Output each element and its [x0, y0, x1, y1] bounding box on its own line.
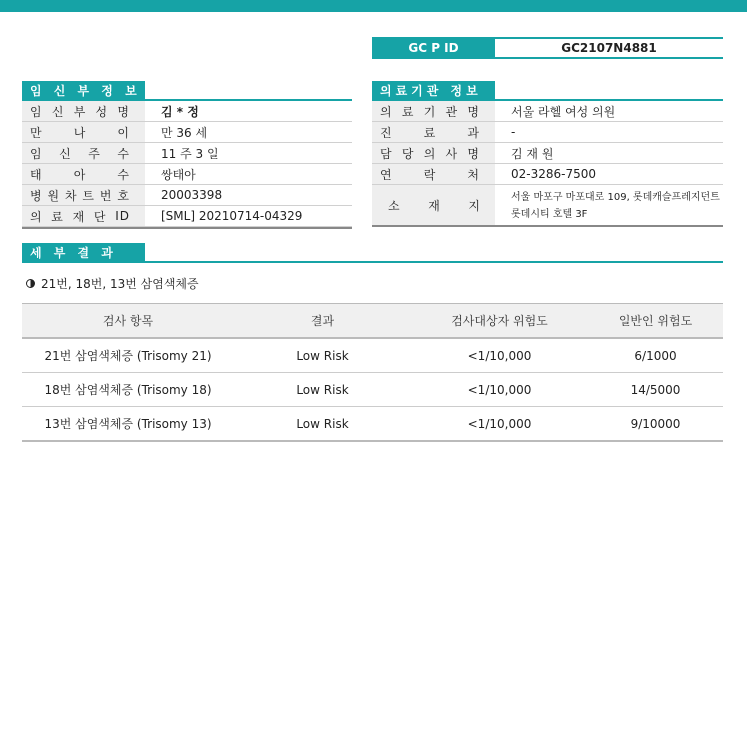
label-char: 처: [467, 167, 480, 182]
pregnant-info-table: [22, 101, 352, 227]
cell-subject-risk: <1/10,000: [411, 373, 588, 407]
label-char: 수: [117, 167, 130, 182]
info-row-label: [22, 122, 145, 142]
cell-subject-risk: <1/10,000: [411, 338, 588, 373]
header-test-item: 검사 항목: [22, 304, 234, 339]
info-row-value: 김 재 원: [511, 146, 554, 161]
institution-info-title: 의료기관 정보: [372, 81, 495, 101]
info-row-value: 20003398: [161, 188, 223, 202]
cell-test-item: 13번 삼염색체증 (Trisomy 13): [22, 407, 234, 442]
label-char: 사: [445, 146, 459, 161]
info-row-value: -: [511, 125, 516, 139]
label-char: 의: [380, 104, 393, 119]
location-label: [372, 185, 495, 225]
label-char: 료: [401, 104, 415, 119]
label-char: 단: [93, 209, 107, 224]
results-header-row: [22, 304, 723, 339]
label-char: 명: [467, 104, 480, 119]
label-char: 이: [117, 125, 130, 140]
half-circle-icon: [26, 279, 35, 288]
gcp-id-value: GC2107N4881: [561, 41, 657, 55]
details-title: 세 부 결 과: [22, 243, 145, 263]
label-char: 명: [467, 146, 480, 161]
label-char: 기: [423, 104, 437, 119]
label-char: 만: [30, 125, 43, 140]
label-char: 연: [380, 167, 393, 182]
cell-subject-risk: <1/10,000: [411, 407, 588, 442]
label-char: 임: [30, 104, 43, 119]
location-row: [372, 185, 723, 227]
header-result: 결과: [234, 304, 411, 339]
info-row: [372, 101, 723, 122]
top-accent-bar: [0, 0, 747, 12]
info-row: [22, 101, 352, 122]
label-char: 신: [59, 146, 72, 161]
cell-general-risk: 9/10000: [588, 407, 723, 442]
label-char: ID: [115, 209, 130, 223]
label-char: 진: [380, 125, 393, 140]
results-table: [22, 303, 723, 442]
info-row-label: [372, 164, 495, 184]
institution-info-table: [372, 101, 723, 227]
info-row: [22, 122, 352, 143]
label-char: 번: [99, 188, 113, 203]
cell-result: Low Risk: [234, 407, 411, 442]
label-char: 관: [445, 104, 459, 119]
info-row-label: [22, 143, 145, 163]
info-row-label: [22, 101, 145, 121]
cell-result: Low Risk: [234, 373, 411, 407]
pregnant-info-title: 임 신 부 정 보: [22, 81, 145, 101]
details-line: [22, 261, 723, 263]
table-row: [22, 373, 723, 407]
info-row-label: [372, 143, 495, 163]
table-row: [22, 338, 723, 373]
label-char: 재: [72, 209, 86, 224]
cell-general-risk: 6/1000: [588, 338, 723, 373]
label-char: 지: [468, 198, 480, 213]
info-row-value: 11 주 3 일: [161, 146, 219, 161]
label-char: 아: [73, 167, 87, 182]
info-row-label: [22, 206, 145, 226]
header-subject-risk: 검사대상자 위험도: [411, 304, 588, 339]
gcp-id-label: GC P ID: [372, 39, 495, 57]
info-row: [372, 143, 723, 164]
info-row-value: [SML] 20210714-04329: [161, 209, 303, 223]
label-char: 주: [88, 146, 101, 161]
label-char: 수: [117, 146, 130, 161]
pregnant-info-bottom-line: [22, 227, 352, 229]
label-char: 원: [47, 188, 61, 203]
label-char: 료: [51, 209, 64, 224]
info-row: [22, 143, 352, 164]
table-row: [22, 407, 723, 442]
label-char: 소: [388, 198, 400, 213]
header-general-risk: 일반인 위험도: [588, 304, 723, 339]
cell-result: Low Risk: [234, 338, 411, 373]
info-row: [22, 206, 352, 227]
details-subtitle-text: 21번, 18번, 13번 삼염색체증: [41, 277, 199, 291]
info-row-value: 02-3286-7500: [511, 167, 597, 181]
info-row-value: 만 36 세: [161, 125, 208, 140]
label-char: 료: [423, 125, 437, 140]
info-row-label: [22, 185, 145, 205]
label-char: 호: [117, 188, 130, 203]
label-char: 부: [73, 104, 87, 119]
info-row-value: 쌍태아: [161, 167, 196, 182]
cell-test-item: 21번 삼염색체증 (Trisomy 21): [22, 338, 234, 373]
label-char: 명: [117, 104, 130, 119]
details-subtitle: [26, 275, 199, 292]
info-row: [22, 164, 352, 185]
cell-general-risk: 14/5000: [588, 373, 723, 407]
info-row-label: [22, 164, 145, 184]
info-row: [372, 122, 723, 143]
label-char: 락: [423, 167, 437, 182]
label-char: 성: [95, 104, 109, 119]
label-char: 태: [30, 167, 43, 182]
label-char: 병: [30, 188, 43, 203]
info-row: [372, 164, 723, 185]
label-char: 담: [380, 146, 393, 161]
label-char: 임: [30, 146, 43, 161]
info-row: [22, 185, 352, 206]
label-char: 차: [64, 188, 78, 203]
location-value: 서울 마포구 마포대로 109, 롯데캐슬프레지던트 롯데시티 호텔 3F: [511, 192, 720, 220]
info-row-label: [372, 101, 495, 121]
label-char: 재: [428, 198, 440, 213]
cell-test-item: 18번 삼염색체증 (Trisomy 18): [22, 373, 234, 407]
gcp-id-box: [372, 37, 723, 59]
label-char: 당: [401, 146, 415, 161]
label-char: 신: [51, 104, 65, 119]
info-row-value: 서울 라헬 여성 의원: [511, 104, 616, 119]
label-char: 나: [73, 125, 87, 140]
label-char: 트: [82, 188, 95, 203]
info-row-label: [372, 122, 495, 142]
label-char: 과: [467, 125, 480, 140]
info-row-value: 김 * 정: [161, 104, 199, 119]
label-char: 의: [30, 209, 43, 224]
label-char: 의: [423, 146, 437, 161]
